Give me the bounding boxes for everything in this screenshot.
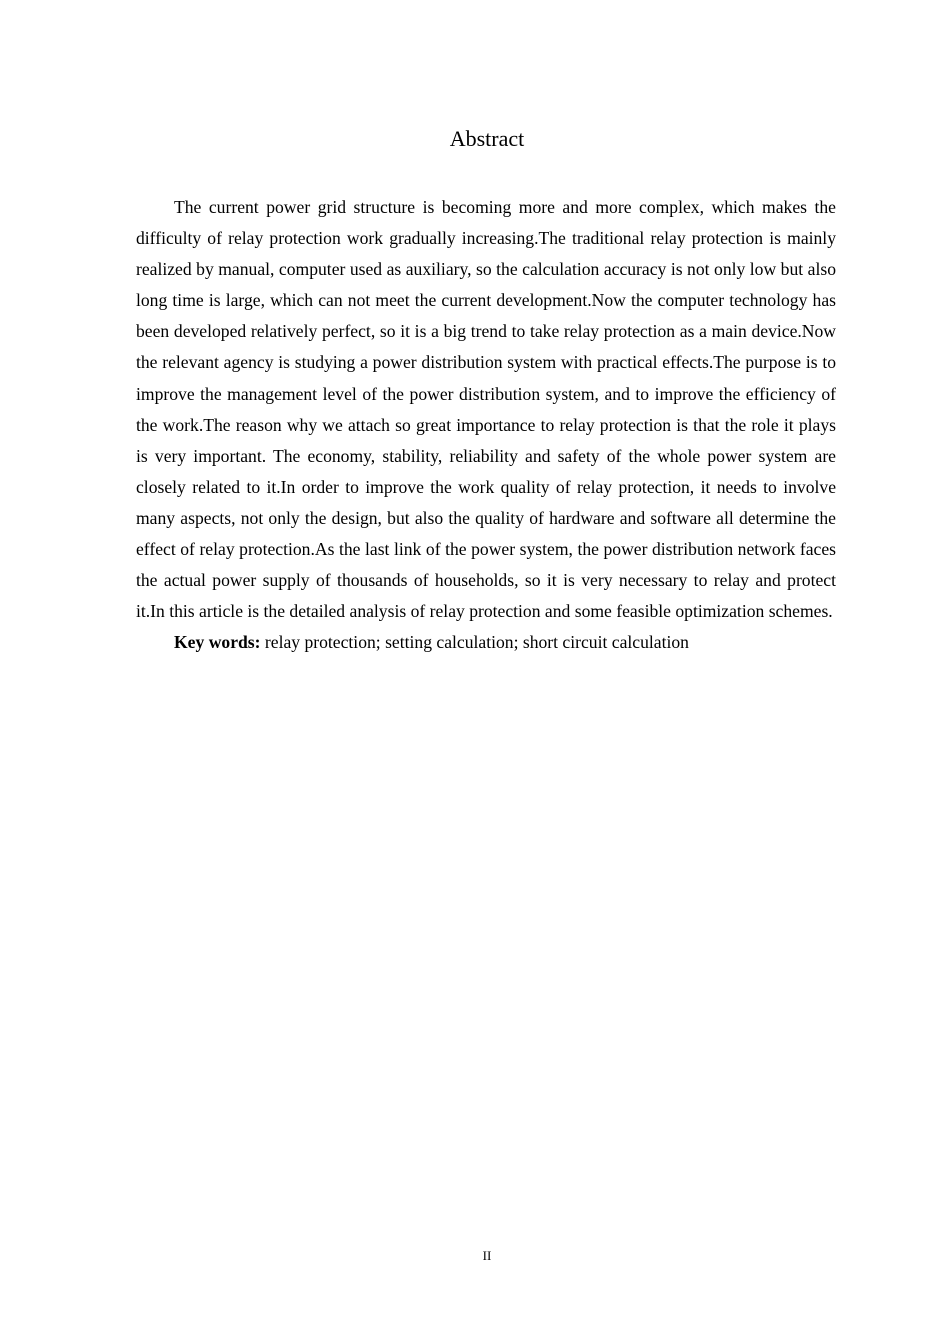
abstract-content [136,192,836,658]
page-number: II [482,1248,492,1263]
abstract-title: Abstract [449,126,525,151]
keywords-line [136,627,836,658]
keywords-value: relay protection; setting calculation; short circuit calculation [260,632,689,653]
abstract-body: The current power grid structure is becoming more and more complex, which makes the difficulty of relay protection work gradually increasing.The traditional relay protection is mainly realized by manual, computer used as auxiliary, so the calculation accuracy is not only low but also long time is large, which can not meet the current development.Now the computer technology has been developed relatively perfect, so it is a big trend to take relay protection as a main device.Now the relevant agency is studying a power distribution system with practical effects.The purpose is to improve the management level of the power distribution system, and to improve the efficiency of the work.The reason why we attach so great importance to relay protection is that the role it plays is very important. The economy, stability, reliability and safety of the whole power system are closely related to it.In order to improve the work quality of relay protection, it needs to involve many aspects, not only the design, but also the quality of hardware and software all determine the effect of relay protection.As the last link of the power system, the power distribution network faces the actual power supply of thousands of households, so it is very necessary to relay and protect it.In this article is the detailed analysis of relay protection and some feasible optimization schemes. [136,197,836,622]
keywords-label: Key words: [174,632,261,653]
